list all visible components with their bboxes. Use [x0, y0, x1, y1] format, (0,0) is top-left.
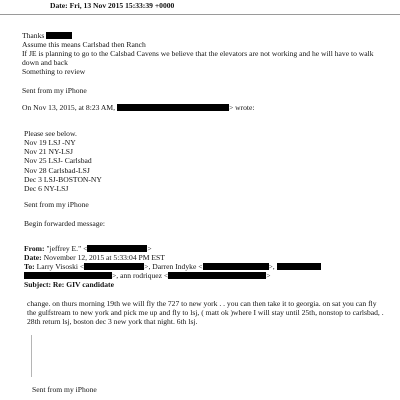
to-value: Larry Visoski < [36, 262, 85, 271]
redaction-block [277, 263, 321, 270]
itinerary-list [24, 138, 102, 193]
itinerary-item: Nov 19 LSJ -NY [24, 138, 76, 147]
itinerary-item: Nov 25 LSJ- Carlsbad [24, 156, 92, 166]
reply-signature: Sent from my iPhone [22, 86, 87, 95]
redaction-block [24, 272, 112, 279]
reply-thanks-line [22, 31, 72, 40]
itinerary-item: Dec 3 LSJ-BOSTON-NY [24, 174, 102, 184]
quoted-attribution [22, 103, 255, 112]
to-label: To: [24, 262, 35, 271]
attribution-prefix: On Nov 13, 2015, at 8:23 AM, [22, 103, 116, 112]
thanks-text: Thanks [22, 31, 45, 40]
date-label: Date: [50, 1, 68, 10]
forwarded-date [24, 253, 165, 262]
header-divider [0, 14, 400, 15]
forwarded-subject [24, 280, 114, 289]
reply-line-3: Something to review [22, 67, 86, 76]
quote-bar [31, 335, 32, 377]
redaction-block [203, 263, 269, 270]
quoted-signature: Sent from my iPhone [24, 200, 89, 209]
forwarded-from: From: "jeffrey E." < > [24, 244, 152, 253]
attribution-suffix: > wrote: [228, 103, 255, 112]
to-value: >, Darren Indyke < [144, 262, 203, 271]
forwarded-label: Begin forwarded message: [24, 219, 105, 228]
subject-label: Subject: [24, 280, 51, 289]
redaction-block [168, 272, 266, 279]
date-value: November 12, 2015 at 5:33:04 PM EST [43, 253, 165, 262]
quoted-intro: Please see below. [24, 129, 77, 138]
forwarded-signature: Sent from my iPhone [32, 385, 97, 394]
from-label: From: [24, 244, 45, 253]
itinerary-item: Dec 6 NY-LSJ [24, 184, 69, 194]
reply-line-2: If JE is planning to go to the Calsbad Cavens we believe that the elevators are not working and he will have to walk down and back [22, 49, 374, 68]
itinerary-item: Nov 21 NY-LSJ [24, 147, 73, 157]
from-value: "jeffrey E." < [46, 244, 88, 253]
redaction-block [84, 263, 144, 270]
reply-line-1: Assume this means Carlsbad then Ranch [22, 40, 146, 49]
itinerary-item: Nov 28 Carlsbad-LSJ [24, 165, 90, 175]
redaction-block [117, 104, 229, 111]
to-value: >, ann rodriquez < [112, 271, 169, 280]
date-label: Date: [24, 253, 42, 262]
forwarded-to: To: Larry Visoski < >, Darren Indyke < >, [24, 262, 321, 271]
forwarded-to-continued: >, ann rodriquez < > [24, 271, 271, 280]
subject-value: Re: GIV candidate [52, 280, 114, 289]
email-date-header [50, 1, 174, 10]
redaction-block [87, 245, 147, 252]
redaction-block [46, 32, 72, 39]
forwarded-body: change. on thurs morning 19th we will fly the 727 to new york . . you can then take it to georgia. on sat you can fly the gulfstream to new york and pick me up and fly to lsj, ( matt ok )where I will stay until 25th, nonstop to carlsbad, . 28th return lsj, boston dec 3 new york that night. 6th lsj. [27, 299, 384, 327]
date-value: Fri, 13 Nov 2015 15:33:39 +0000 [69, 1, 175, 10]
